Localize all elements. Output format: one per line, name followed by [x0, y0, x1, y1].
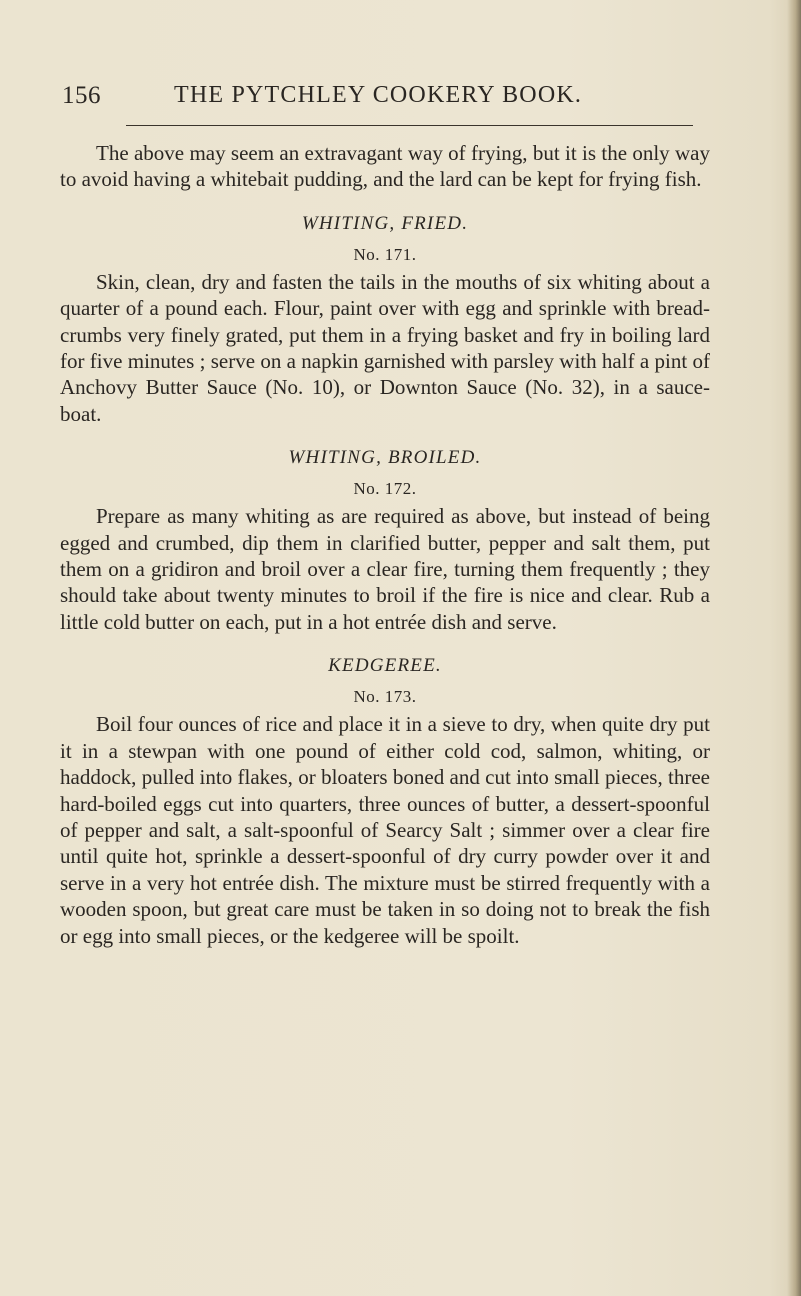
page-body	[60, 140, 710, 949]
page-edge-shadow	[787, 0, 801, 1296]
recipe-title-whiting-fried: WHITING, FRIED.	[301, 212, 469, 234]
page-header	[62, 82, 702, 118]
page-number: 156	[62, 82, 101, 109]
recipe-number-172: No. 172.	[353, 479, 417, 499]
recipe-number-171: No. 171.	[353, 244, 417, 264]
recipe-text-kedgeree: Boil four ounces of rice and place it in a sieve to dry, when quite dry put it in a stewpan with one pound of either cold cod, salmon, whiting, or haddock, pulled into flakes, or bloaters boned and cut into small pieces, three hard-boiled eggs cut into quarters, three ounces of butter, a dessert-spoonful of pepper and salt, a salt-spoonful of Searcy Salt ; simmer over a clear fire until quite hot, sprinkle a dessert-spoonful of dry curry powder over it and serve in a very hot entrée dish. The mixture must be stirred frequently with a wooden spoon, but great care must be taken in so doing not to break the fish or egg into small pieces, or the kedgeree will be spoilt.	[60, 712, 710, 948]
recipe-title-whiting-broiled: WHITING, BROILED.	[288, 447, 482, 469]
intro-paragraph: The above may seem an extravagant way of frying, but it is the only way to avoid having a whitebait pudding, and the lard can be kept for frying fish.	[60, 141, 710, 192]
recipe-text-whiting-broiled: Prepare as many whiting as are required as above, but instead of being egged and crumbed, dip them in clarified butter, pepper and salt them, put them on a gridiron and broil over a clear fire, turning them frequently ; they should take about twenty minutes to broil if the fire is nice and clear. Rub a little cold butter on each, put in a hot entrée dish and serve.	[60, 504, 710, 634]
running-title: THE PYTCHLEY COOKERY BOOK.	[174, 82, 583, 108]
recipe-number-173: No. 173.	[353, 687, 417, 707]
recipe-text-whiting-fried: Skin, clean, dry and fasten the tails in the mouths of six whiting about a quarter of a pound each. Flour, paint over with egg and sprinkle with bread-crumbs very finely grated, put them in a frying basket and fry in boiling lard for five minutes ; serve on a napkin garnished with parsley with half a pint of Anchovy Butter Sauce (No. 10), or Downton Sauce (No. 32), in a sauce-boat.	[60, 269, 710, 426]
recipe-title-kedgeree: KEDGEREE.	[328, 655, 442, 677]
header-rule	[126, 125, 693, 126]
